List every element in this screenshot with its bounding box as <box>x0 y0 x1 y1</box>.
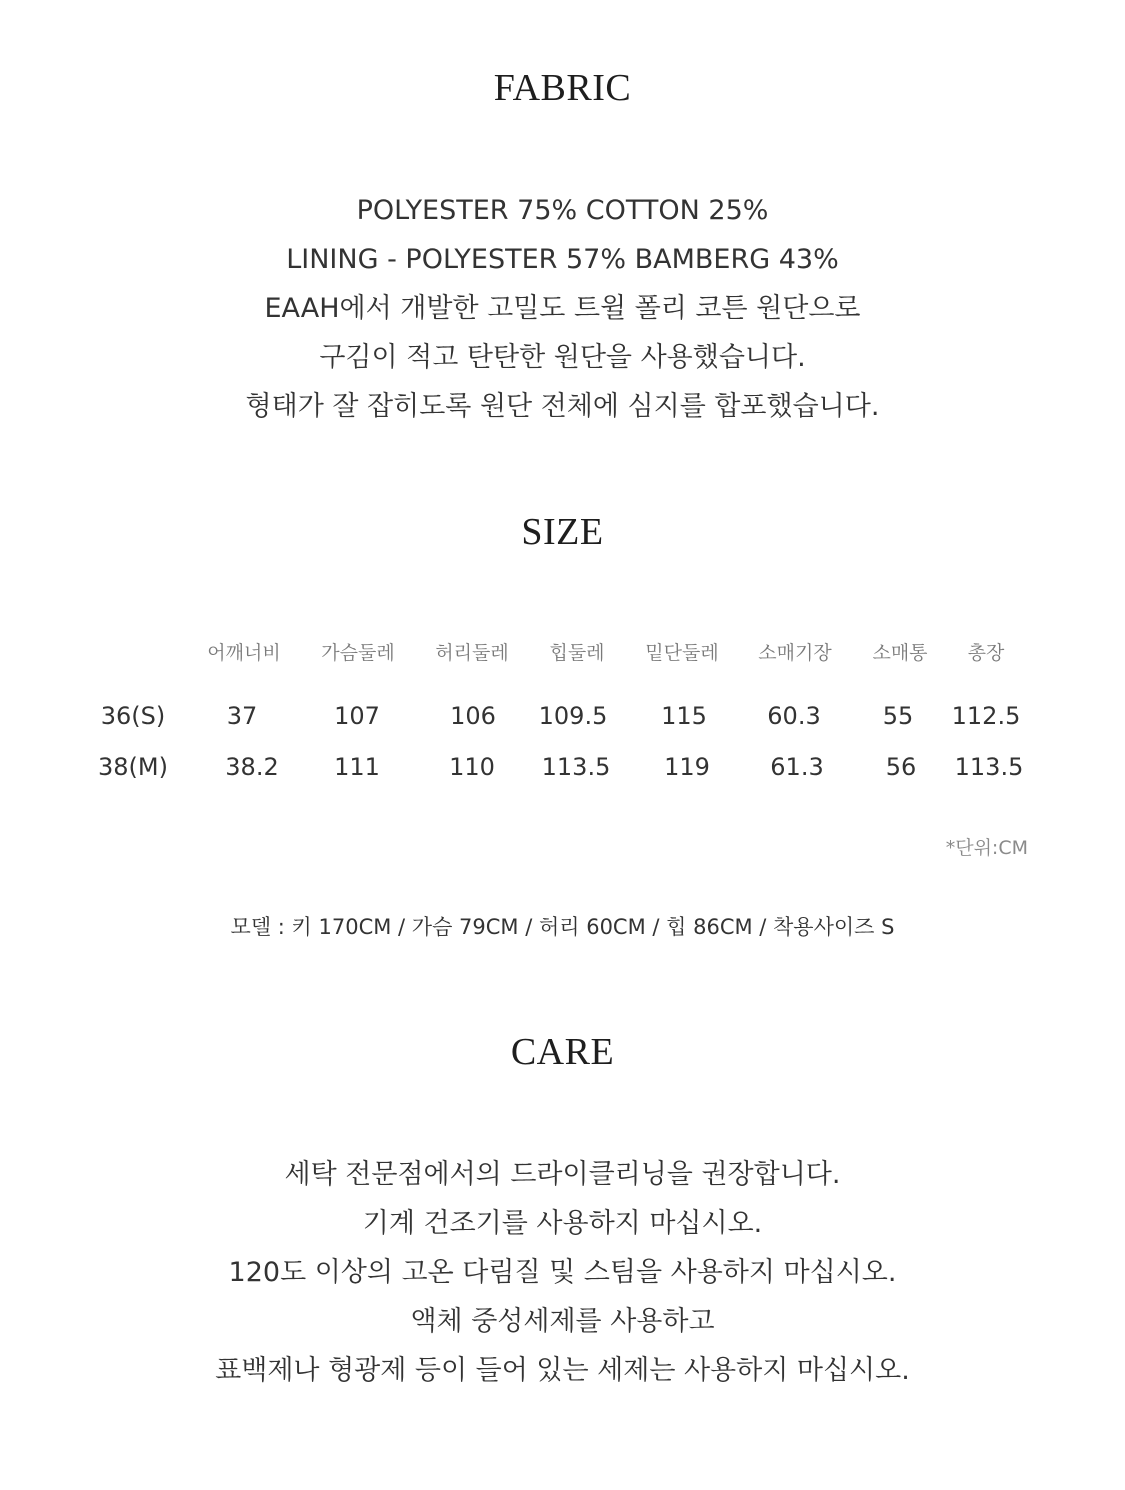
table-cell: 61.3 <box>770 753 824 781</box>
table-cell: 115 <box>661 702 707 730</box>
header-hip: 힙둘레 <box>549 642 605 664</box>
table-cell: 112.5 <box>951 702 1021 730</box>
table-cell: 113.5 <box>541 753 611 781</box>
table-cell: 113.5 <box>954 753 1024 781</box>
header-hem: 밑단둘레 <box>645 642 719 664</box>
table-cell: 55 <box>882 702 914 730</box>
care-title: CARE <box>510 1031 615 1073</box>
fabric-line: 구김이 적고 탄탄한 원단을 사용했습니다. <box>319 342 806 373</box>
care-line: 표백제나 형광제 등이 들어 있는 세제는 사용하지 마십시오. <box>215 1355 910 1386</box>
header-sleeve-length: 소매기장 <box>758 642 832 664</box>
fabric-line: LINING - POLYESTER 57% BAMBERG 43% <box>286 244 839 275</box>
table-cell: 37 <box>226 702 258 730</box>
table-cell: 56 <box>885 753 917 781</box>
table-cell: 110 <box>449 753 495 781</box>
header-total-length: 총장 <box>967 642 1005 664</box>
fabric-title: FABRIC <box>493 67 632 109</box>
header-chest: 가슴둘레 <box>321 642 395 664</box>
table-cell: 60.3 <box>767 702 821 730</box>
model-info: 모델 : 키 170CM / 가슴 79CM / 허리 60CM / 힙 86CM / 착용사이즈 S <box>230 915 895 939</box>
table-cell: 109.5 <box>538 702 608 730</box>
care-instructions <box>0 1150 1125 1395</box>
fabric-line: POLYESTER 75% COTTON 25% <box>356 195 769 226</box>
row-label: 36(S) <box>100 702 166 730</box>
care-line: 세탁 전문점에서의 드라이클리닝을 권장합니다. <box>284 1159 841 1190</box>
header-sleeve-width: 소매통 <box>872 642 928 664</box>
care-line: 120도 이상의 고온 다림질 및 스팀을 사용하지 마십시오. <box>228 1257 897 1288</box>
row-label: 38(M) <box>98 753 168 781</box>
table-cell: 38.2 <box>225 753 279 781</box>
size-title: SIZE <box>521 511 604 553</box>
care-line: 기계 건조기를 사용하지 마십시오. <box>362 1208 763 1239</box>
care-line: 액체 중성세제를 사용하고 <box>410 1306 715 1337</box>
table-cell: 119 <box>664 753 710 781</box>
table-cell: 107 <box>334 702 380 730</box>
unit-note: *단위:CM <box>945 837 1028 859</box>
header-shoulder-width: 어깨너비 <box>207 642 281 664</box>
table-cell: 111 <box>334 753 380 781</box>
fabric-description <box>0 186 1125 431</box>
fabric-line: EAAH에서 개발한 고밀도 트윌 폴리 코튼 원단으로 <box>264 293 861 324</box>
table-cell: 106 <box>450 702 496 730</box>
fabric-line: 형태가 잘 잡히도록 원단 전체에 심지를 합포했습니다. <box>245 391 880 422</box>
header-waist: 허리둘레 <box>435 642 509 664</box>
